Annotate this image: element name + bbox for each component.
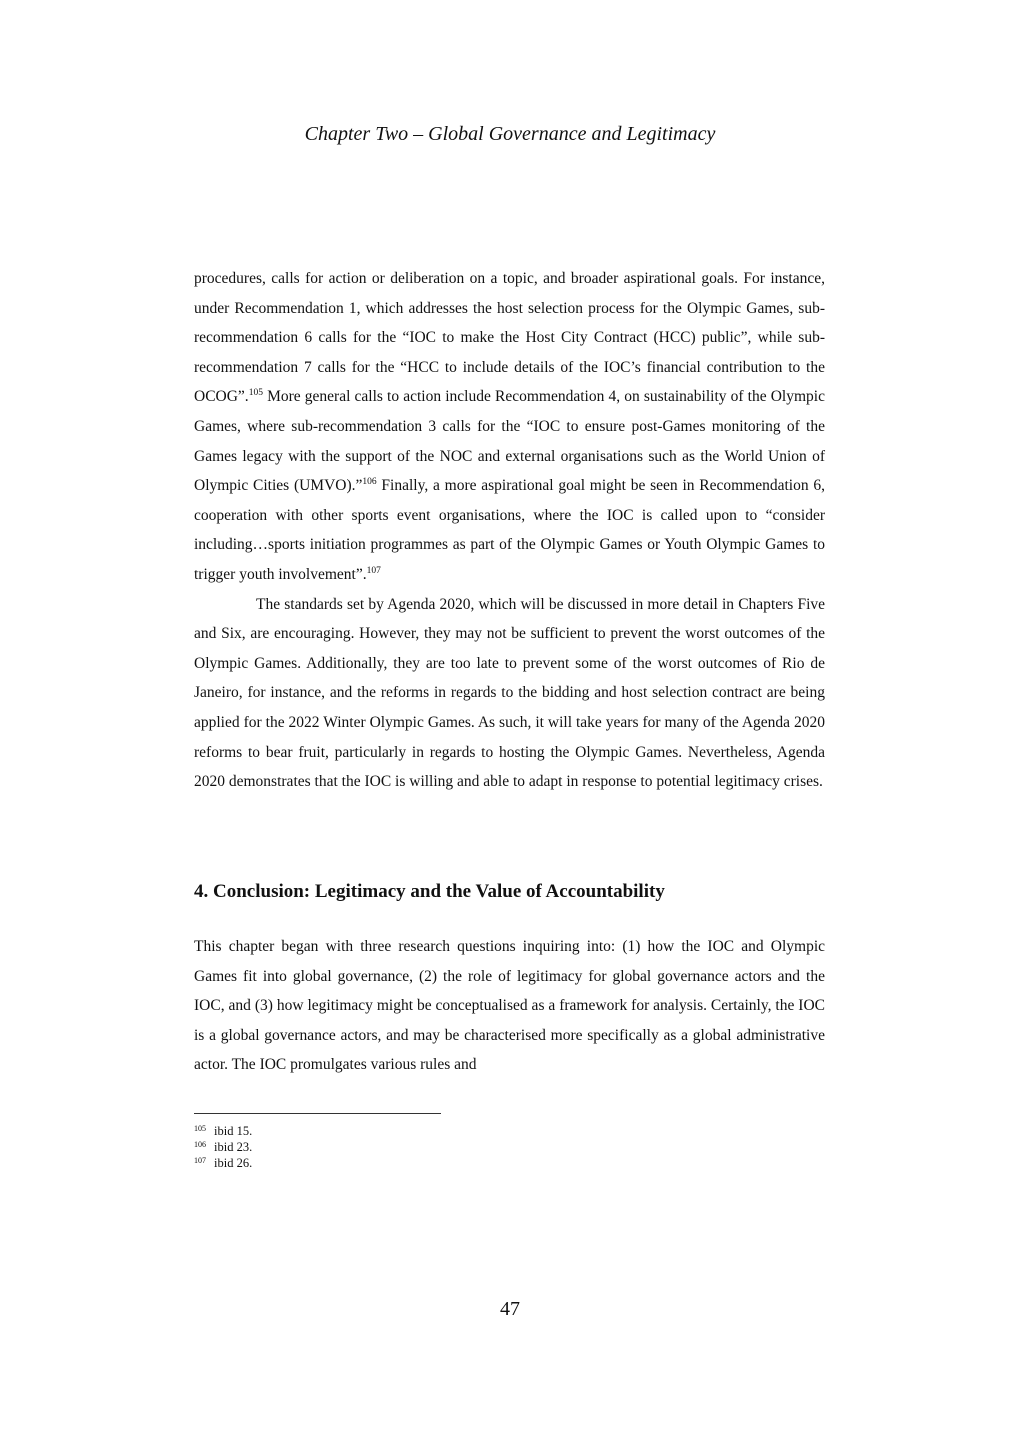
paragraph-1	[194, 264, 825, 590]
running-header: Chapter Two – Global Governance and Legitimacy	[304, 123, 716, 145]
footnote-ref-107[interactable]: 107	[366, 565, 381, 576]
section-heading: 4. Conclusion: Legitimacy and the Value of Accountability	[194, 881, 665, 902]
footnote-text: ibid 26.	[214, 1156, 253, 1170]
footnotes	[194, 1124, 825, 1172]
body-text-lower	[194, 932, 825, 1080]
footnote-105	[194, 1124, 825, 1140]
footnote-separator	[194, 1113, 441, 1114]
footnote-text: ibid 15.	[214, 1124, 253, 1138]
paragraph-2: The standards set by Agenda 2020, which will be discussed in more detail in Chapters Five and Six, are encouraging. However, they may not be sufficient to prevent the worst outcomes of the Olympic Games. Additionally, they are too late to prevent some of the worst outcomes of Rio de Janeiro, for instance, and the reforms in regards to the bidding and host selection contract are being applied for the 2022 Winter Olympic Games. As such, it will take years for many of the Agenda 2020 reforms to bear fruit, particularly in regards to hosting the Olympic Games. Nevertheless, Agenda 2020 demonstrates that the IOC is willing and able to adapt in response to potential legitimacy crises.	[194, 595, 825, 791]
footnote-text: ibid 23.	[214, 1140, 253, 1154]
paragraph-1-part-b: More general calls to action include Recommendation 4, on sustainability of the Olympic Games, where sub-recommendation 3 calls for the “IOC to ensure post-Games monitoring of the Games legacy with the support of the NOC and external organisations such as the World Union of Olympic Cities (UMVO).”	[194, 388, 825, 495]
footnote-number: 105	[194, 1124, 206, 1133]
body-text-upper	[194, 264, 825, 797]
paragraph-3: This chapter began with three research questions inquiring into: (1) how the IOC and Olympic Games fit into global governance, (2) the role of legitimacy for global governance actors and the IOC, and (3) how legitimacy might be conceptualised as a framework for analysis. Certainly, the IOC is a global governance actors, and may be characterised more specifically as a global administrative actor. The IOC promulgates various rules and	[194, 938, 825, 1074]
page-number: 47	[500, 1298, 520, 1320]
footnote-107	[194, 1156, 825, 1172]
footnote-number: 107	[194, 1156, 206, 1165]
footnote-ref-106[interactable]: 106	[362, 477, 377, 488]
footnote-106	[194, 1140, 825, 1156]
footnote-ref-105[interactable]: 105	[248, 388, 263, 399]
paragraph-1-part-a: procedures, calls for action or deliberation on a topic, and broader aspirational goals. For instance, under Recommendation 1, which addresses the host selection process for the Olympic Games, sub-recommendation 6 calls for the “IOC to make the Host City Contract (HCC) public”, while sub-recommendation 7 calls for the “HCC to include details of the IOC’s financial contribution to the OCOG”.	[194, 270, 825, 406]
footnote-number: 106	[194, 1140, 206, 1149]
paragraph-1-part-c: Finally, a more aspirational goal might be seen in Recommendation 6, cooperation with other sports event organisations, where the IOC is called upon to “consider including…sports initiation programmes as part of the Olympic Games or Youth Olympic Games to trigger youth involvement”.	[194, 477, 825, 583]
